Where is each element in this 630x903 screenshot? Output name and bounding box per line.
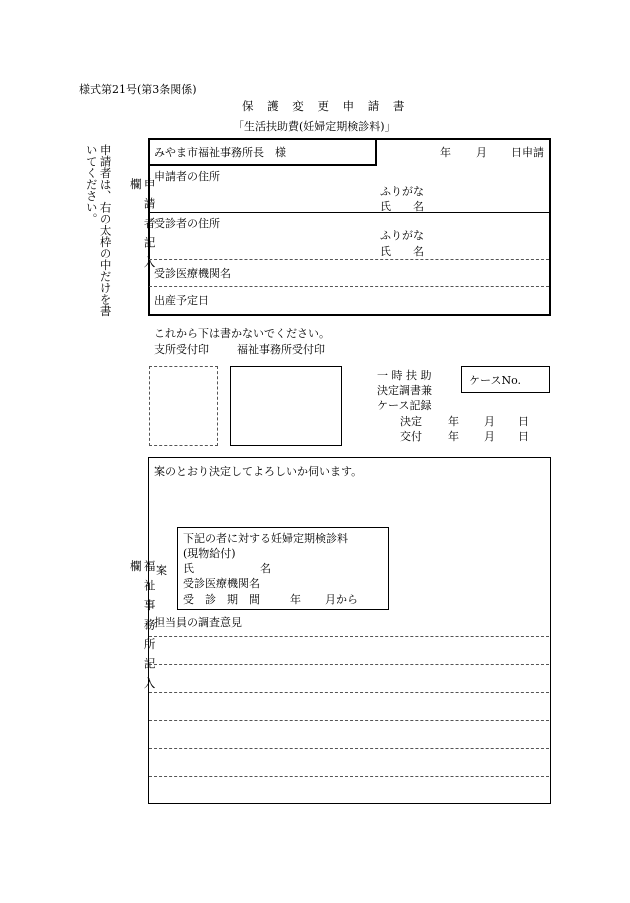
proposal-name-label: 氏 名 xyxy=(183,562,271,575)
opinion-line xyxy=(149,692,549,693)
date-apply-label: 日申請 xyxy=(511,146,544,159)
form-number: 様式第21号(第3条関係) xyxy=(79,83,197,96)
opinion-line xyxy=(149,720,549,721)
date-month-label: 月 xyxy=(476,146,487,159)
form-subtitle: 「生活扶助費(妊婦定期検診料)」 xyxy=(233,120,396,133)
addressee: みやま市福祉事務所長 様 xyxy=(154,146,286,159)
do-not-write-note: これから下は書かないでください。 xyxy=(154,327,330,340)
divider-line xyxy=(149,212,549,213)
proposal-year-label: 年 xyxy=(290,593,301,606)
opinion-line xyxy=(149,748,549,749)
proposal-institution-label: 受診医療機関名 xyxy=(183,577,260,590)
decision-title-2: 決定調書兼 xyxy=(377,384,432,397)
decision-title-3: ケース記録 xyxy=(377,399,432,412)
applicant-address-label: 申請者の住所 xyxy=(154,170,220,183)
patient-address-label: 受診者の住所 xyxy=(154,217,220,230)
form-title: 保 護 変 更 申 請 書 xyxy=(242,99,410,113)
delivered-label: 交付 xyxy=(400,430,422,443)
investigator-opinion-label: 担当員の調査意見 xyxy=(154,616,242,629)
delivered-year-label: 年 xyxy=(448,430,459,443)
divider-line xyxy=(149,286,549,287)
branch-stamp-label: 支所受付印 xyxy=(154,343,209,356)
applicant-furigana-label: ふりがな xyxy=(380,185,424,198)
decided-label: 決定 xyxy=(400,415,422,428)
divider-line xyxy=(149,259,549,260)
case-number-label: ケースNo. xyxy=(469,374,522,387)
opinion-line xyxy=(149,636,549,637)
delivered-month-label: 月 xyxy=(484,430,495,443)
applicant-side-label: 申請者記入欄 xyxy=(128,178,157,276)
patient-name-label: 氏 名 xyxy=(380,245,424,258)
decided-month-label: 月 xyxy=(484,415,495,428)
medical-institution-label: 受診医療機関名 xyxy=(154,267,231,280)
applicant-instruction: 申請者は、右の太枠の中だけを書いてください。 xyxy=(84,144,113,317)
proposal-line-1: 下記の者に対する妊婦定期検診料 xyxy=(183,532,348,545)
patient-furigana-label: ふりがな xyxy=(380,229,424,242)
office-stamp-box xyxy=(230,366,342,446)
applicant-name-label: 氏 名 xyxy=(380,200,424,213)
proposal-line-2: (現物給付) xyxy=(183,547,236,560)
welfare-office-box xyxy=(148,457,551,804)
office-stamp-label: 福祉事務所受付印 xyxy=(237,343,325,356)
proposal-month-from-label: 月から xyxy=(325,593,358,606)
delivered-day-label: 日 xyxy=(518,430,529,443)
approval-request-text: 案のとおり決定してよろしいか伺います。 xyxy=(154,465,363,478)
decided-day-label: 日 xyxy=(518,415,529,428)
draft-label: 案 xyxy=(156,564,167,577)
welfare-side-label: 福祉事務所記入欄 xyxy=(128,560,157,697)
proposal-period-label: 受 診 期 間 xyxy=(183,593,260,606)
branch-stamp-box xyxy=(149,366,218,446)
date-year-label: 年 xyxy=(440,146,451,159)
decided-year-label: 年 xyxy=(448,415,459,428)
opinion-line xyxy=(149,664,549,665)
opinion-line xyxy=(149,776,549,777)
decision-title-1: 一 時 扶 助 xyxy=(377,369,432,382)
due-date-label: 出産予定日 xyxy=(154,294,209,307)
